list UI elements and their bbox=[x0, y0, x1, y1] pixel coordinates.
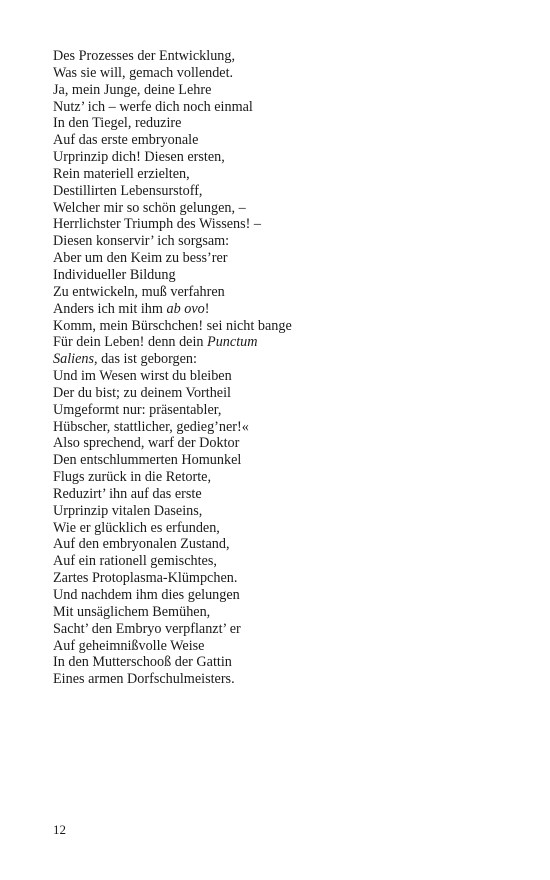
poem-segment: Mit unsäglichem Bemühen, bbox=[53, 603, 211, 620]
poem-line bbox=[53, 503, 513, 520]
poem-line bbox=[53, 132, 513, 149]
poem-line bbox=[53, 638, 513, 655]
poem-line bbox=[53, 469, 513, 486]
poem-line bbox=[53, 553, 513, 570]
poem-segment: Individueller Bildung bbox=[53, 266, 176, 283]
poem-segment: Herrlichster Triumph des Wissens! – bbox=[53, 216, 262, 233]
poem-line bbox=[53, 318, 513, 335]
poem-italic-segment: ab ovo bbox=[166, 300, 205, 317]
poem-line bbox=[53, 604, 513, 621]
poem-segment: Destillirten Lebensurstoff, bbox=[53, 182, 203, 199]
poem-segment: Den entschlummerten Homunkel bbox=[53, 452, 242, 469]
poem-line bbox=[53, 486, 513, 503]
poem-line bbox=[53, 520, 513, 537]
poem-line bbox=[53, 671, 513, 688]
poem-segment: Für dein Leben! denn dein bbox=[53, 334, 208, 351]
poem-segment: Sacht’ den Embryo verpflanzt’ er bbox=[53, 620, 241, 637]
poem-line bbox=[53, 216, 513, 233]
poem-italic-segment: Saliens bbox=[53, 351, 94, 368]
poem-line bbox=[53, 250, 513, 267]
poem-segment: Flugs zurück in die Retorte, bbox=[53, 469, 212, 486]
poem-line bbox=[53, 99, 513, 116]
poem-segment: Hübscher, stattlicher, gedieg’ner!« bbox=[53, 418, 249, 435]
poem-segment: Also sprechend, warf der Doktor bbox=[53, 435, 240, 452]
poem-line bbox=[53, 267, 513, 284]
poem-line bbox=[53, 284, 513, 301]
poem-line bbox=[53, 570, 513, 587]
poem-line bbox=[53, 654, 513, 671]
poem-segment: Und nachdem ihm dies gelungen bbox=[53, 587, 240, 603]
poem-line bbox=[53, 301, 513, 318]
poem-line bbox=[53, 233, 513, 250]
poem-segment: Diesen konservir’ ich sorgsam: bbox=[53, 233, 230, 250]
poem-segment: Umgeformt nur: präsentabler, bbox=[53, 401, 222, 418]
poem-segment: Auf den embryonalen Zustand, bbox=[53, 536, 230, 553]
poem-italic-segment: Punctum bbox=[207, 334, 258, 351]
poem-segment: Urprinzip dich! Diesen ersten, bbox=[53, 149, 225, 166]
poem-segment: Ja, mein Junge, deine Lehre bbox=[53, 81, 212, 98]
poem-line bbox=[53, 587, 513, 604]
poem-line bbox=[53, 200, 513, 217]
page-number: 12 bbox=[53, 822, 66, 837]
poem-line bbox=[53, 82, 513, 99]
poem-segment: In den Mutterschooß der Gattin bbox=[53, 654, 232, 671]
poem-text bbox=[53, 48, 513, 688]
poem-segment: Auf geheimnißvolle Weise bbox=[53, 637, 205, 654]
poem-segment: ! bbox=[204, 300, 210, 317]
poem-segment: Anders ich mit ihm bbox=[53, 300, 167, 317]
poem-line bbox=[53, 351, 513, 368]
poem-segment: Wie er glücklich es erfunden, bbox=[53, 519, 220, 536]
poem-segment: Auf das erste embryonale bbox=[53, 132, 199, 149]
poem-line bbox=[53, 166, 513, 183]
poem-line bbox=[53, 621, 513, 638]
poem-segment: Der du bist; zu deinem Vortheil bbox=[53, 384, 231, 401]
poem-segment: Des Prozesses der Entwicklung, bbox=[53, 48, 236, 64]
poem-line bbox=[53, 435, 513, 452]
poem-segment: , das ist geborgen: bbox=[93, 351, 197, 368]
poem-segment: Aber um den Keim zu bess’rer bbox=[53, 250, 228, 267]
poem-line bbox=[53, 48, 513, 65]
poem-segment: Was sie will, gemach vollendet. bbox=[53, 64, 234, 81]
poem-line bbox=[53, 149, 513, 166]
poem-line bbox=[53, 385, 513, 402]
poem-segment: Komm, mein Bürschchen! sei nicht bange bbox=[53, 317, 292, 334]
poem-line bbox=[53, 334, 513, 351]
poem-segment: Nutz’ ich – werfe dich noch einmal bbox=[53, 98, 253, 115]
poem-line bbox=[53, 368, 513, 385]
poem-segment: Und im Wesen wirst du bleiben bbox=[53, 368, 232, 385]
poem-line bbox=[53, 536, 513, 553]
poem-line bbox=[53, 419, 513, 436]
poem-segment: Eines armen Dorfschulmeisters. bbox=[53, 671, 235, 688]
poem-segment: Reduzirt’ ihn auf das erste bbox=[53, 485, 202, 502]
poem-segment: In den Tiegel, reduzire bbox=[53, 115, 182, 132]
poem-segment: Rein materiell erzielten, bbox=[53, 165, 190, 182]
poem-line bbox=[53, 452, 513, 469]
poem-line bbox=[53, 65, 513, 82]
poem-segment: Auf ein rationell gemischtes, bbox=[53, 553, 217, 570]
poem-segment: Welcher mir so schön gelungen, – bbox=[53, 199, 246, 216]
poem-segment: Zartes Protoplasma-Klümpchen. bbox=[53, 570, 238, 587]
poem-segment: Urprinzip vitalen Daseins, bbox=[53, 502, 203, 519]
poem-line bbox=[53, 183, 513, 200]
poem-segment: Zu entwickeln, muß verfahren bbox=[53, 283, 225, 300]
poem-line bbox=[53, 115, 513, 132]
poem-line bbox=[53, 402, 513, 419]
